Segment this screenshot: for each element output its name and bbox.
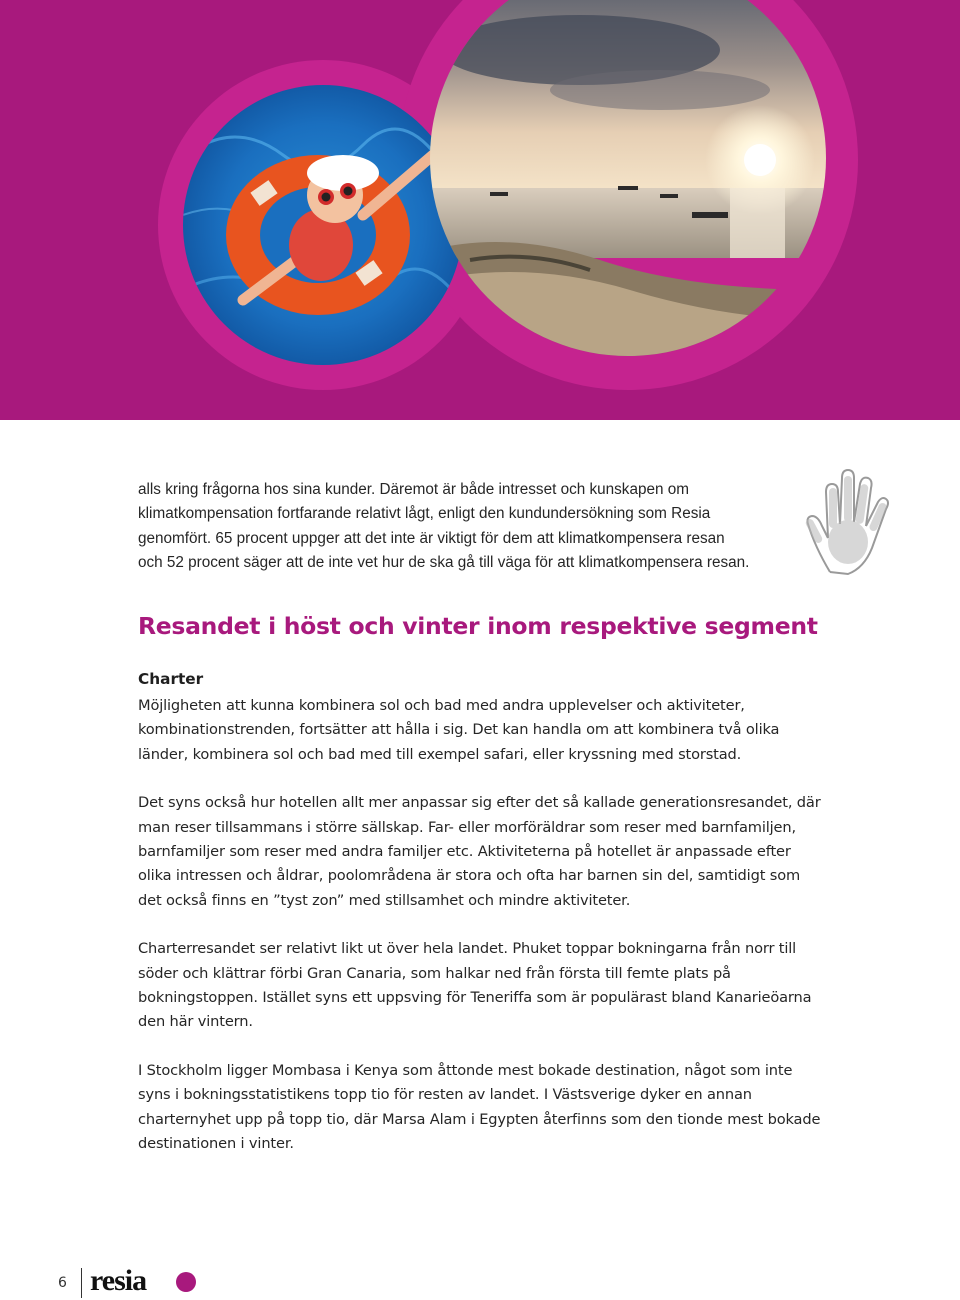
body-paragraph: I Stockholm ligger Mombasa i Kenya som åttonde mest bokade destination, något som inte syns i bokningsstatistikens topp tio för resten av landet. I Västsverige dyker en annan charternyhet upp på topp tio, där Marsa Alam i Egypten återfinns som den tionde mest bokade destinationen i vinter. [138, 1062, 821, 1152]
header-banner [0, 0, 960, 420]
intro-line: och 52 procent säger att de inte vet hur de ska gå till väga för att klimatkompensera resan. [138, 553, 750, 571]
intro-line: alls kring frågorna hos sina kunder. Däremot är både intresset och kunskapen om [138, 481, 689, 498]
section-subheading: Charter [138, 670, 204, 688]
child-in-lifebuoy-photo [183, 85, 463, 365]
page-footer [58, 1264, 258, 1300]
body-paragraph: Möjligheten att kunna kombinera sol och bad med andra upplevelser och aktiviteter, kombinationstrenden, fortsätter att hålla i sig. Det kan handla om att kombinera två olika länder, kombinera sol och bad med till exempel safari, eller kryssning med storstad. [138, 697, 780, 763]
page-number: 6 [58, 1275, 67, 1291]
section-body [138, 694, 828, 1181]
resia-logo: resia [90, 1264, 147, 1297]
intro-line: genomfört. 65 procent uppger att det inte är viktigt för dem att klimatkompensera resan [138, 529, 725, 547]
intro-line: klimatkompensation fortfarande relativt lågt, enligt den kundundersökning som Resia [138, 505, 711, 523]
footer-divider [81, 1268, 82, 1298]
logo-dot-icon [176, 1272, 196, 1292]
body-paragraph: Det syns också hur hotellen allt mer anpassar sig efter det så kallade generationsresandet, där man reser tillsammans i större sällskap. Far- eller morföräldrar som reser med barnfamiljen, barnfamiljer som reser med andra familjer etc. Aktiviteterna på hotellet är anpassade efter olika intressen och åldrar, poolområdena är stora och ofta har barnen sin del, samtidigt som det också finns en ”tyst zon” med stillsamhet och mindre aktiviteter. [138, 794, 821, 909]
body-paragraph: Charterresandet ser relativt likt ut över hela landet. Phuket toppar bokningarna från norr till söder och klättrar förbi Gran Canaria, som halkar ned från första till femte plats på bokningstoppen. Istället syns ett uppsving för Teneriffa som är populärast bland Kanarieöarna den här vintern. [138, 940, 812, 1031]
intro-paragraph [138, 478, 828, 575]
section-heading: Resandet i höst och vinter inom respektive segment [138, 612, 818, 640]
